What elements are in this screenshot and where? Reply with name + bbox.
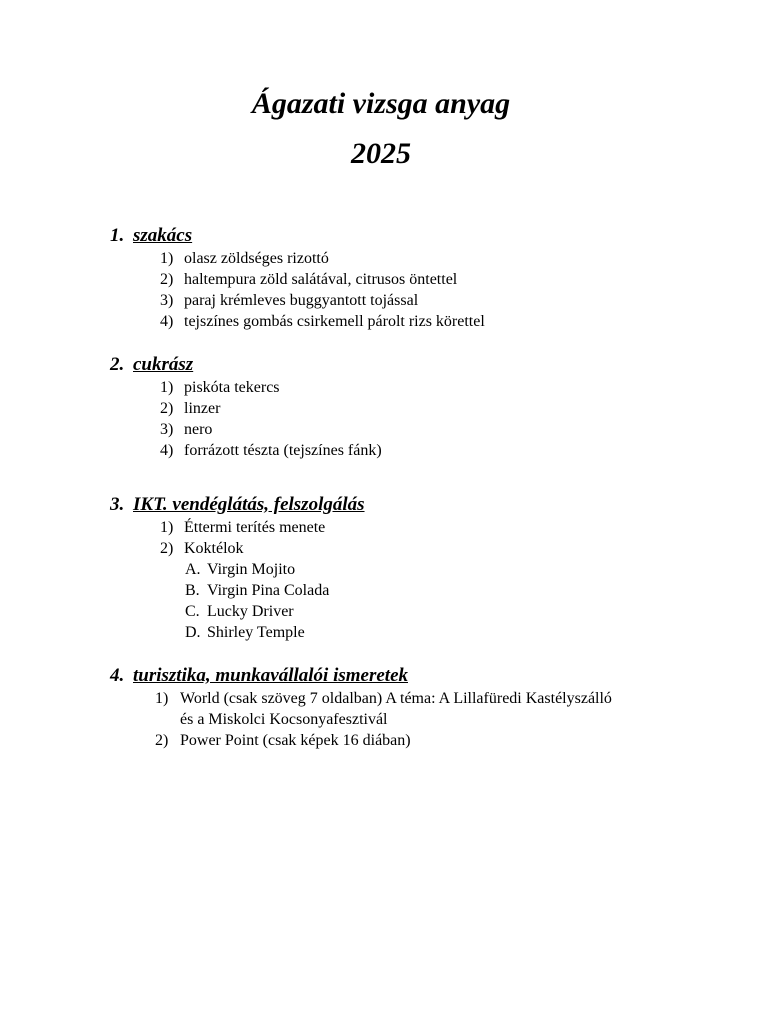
item-list [110, 248, 710, 332]
list-item [110, 290, 710, 311]
item-list [110, 517, 710, 643]
section-ikt [110, 493, 710, 643]
section-heading [110, 353, 710, 377]
item-text: Éttermi terítés menete [184, 519, 326, 536]
item-text: olasz zöldséges rizottó [184, 250, 329, 267]
section-number: 3. [110, 494, 125, 515]
sub-list-item [110, 559, 710, 580]
item-list [110, 688, 710, 751]
sub-list-item [110, 580, 710, 601]
section-number: 2. [110, 354, 125, 375]
item-text: nero [184, 421, 213, 438]
section-turisztika [110, 664, 710, 751]
item-list [110, 377, 710, 461]
sub-item-text: Virgin Mojito [207, 561, 296, 578]
item-number: 3) [160, 421, 174, 438]
sub-item-letter: C. [185, 603, 200, 620]
item-text: tejszínes gombás csirkemell párolt rizs körettel [184, 313, 485, 330]
sub-item-letter: A. [185, 561, 201, 578]
section-szakacs [110, 224, 710, 332]
sub-item-text: Lucky Driver [207, 603, 294, 620]
list-item [110, 440, 710, 461]
sub-list-item [110, 601, 710, 622]
item-number: 2) [155, 732, 169, 749]
list-item [110, 688, 710, 709]
section-label: turisztika, munkavállalói ismeretek [133, 665, 408, 686]
item-number: 1) [160, 379, 174, 396]
section-label: IKT. vendéglátás, felszolgálás [133, 494, 365, 515]
list-item [110, 419, 710, 440]
item-text: forrázott tészta (tejszínes fánk) [184, 442, 382, 459]
list-item [110, 517, 710, 538]
page-title: Ágazati vizsga anyag [251, 87, 511, 120]
sub-item-text: Virgin Pina Colada [207, 582, 330, 599]
item-number: 2) [160, 400, 174, 417]
item-text-continued: és a Miskolci Kocsonyafesztivál [180, 711, 388, 728]
item-number: 4) [160, 442, 174, 459]
list-item [110, 269, 710, 290]
section-heading [110, 493, 710, 517]
sub-item-letter: D. [185, 624, 201, 641]
list-item [110, 538, 710, 559]
item-text: piskóta tekercs [184, 379, 280, 396]
sub-item-text: Shirley Temple [207, 624, 305, 641]
section-label: cukrász [133, 354, 194, 375]
item-number: 3) [160, 292, 174, 309]
item-number: 2) [160, 271, 174, 288]
list-item [110, 398, 710, 419]
item-text: linzer [184, 400, 221, 417]
item-text: Koktélok [184, 540, 244, 557]
section-heading [110, 664, 710, 688]
item-number: 1) [160, 519, 174, 536]
sub-list-item [110, 622, 710, 643]
item-number: 4) [160, 313, 174, 330]
item-text: haltempura zöld salátával, citrusos öntettel [184, 271, 458, 288]
section-label: szakács [133, 225, 193, 246]
section-heading [110, 224, 710, 248]
item-text: World (csak szöveg 7 oldalban) A téma: A Lillafüredi Kastélyszálló [180, 690, 612, 707]
list-item-continuation [110, 709, 710, 730]
item-number: 1) [160, 250, 174, 267]
list-item [110, 311, 710, 332]
item-number: 2) [160, 540, 174, 557]
sub-item-letter: B. [185, 582, 200, 599]
list-item [110, 248, 710, 269]
item-text: Power Point (csak képek 16 diában) [180, 732, 411, 749]
section-number: 1. [110, 225, 125, 246]
item-number: 1) [155, 690, 169, 707]
section-cukrasz [110, 353, 710, 461]
list-item [110, 730, 710, 751]
list-item [110, 377, 710, 398]
section-number: 4. [110, 665, 125, 686]
item-text: paraj krémleves buggyantott tojással [184, 292, 419, 309]
page-year: 2025 [351, 137, 411, 170]
